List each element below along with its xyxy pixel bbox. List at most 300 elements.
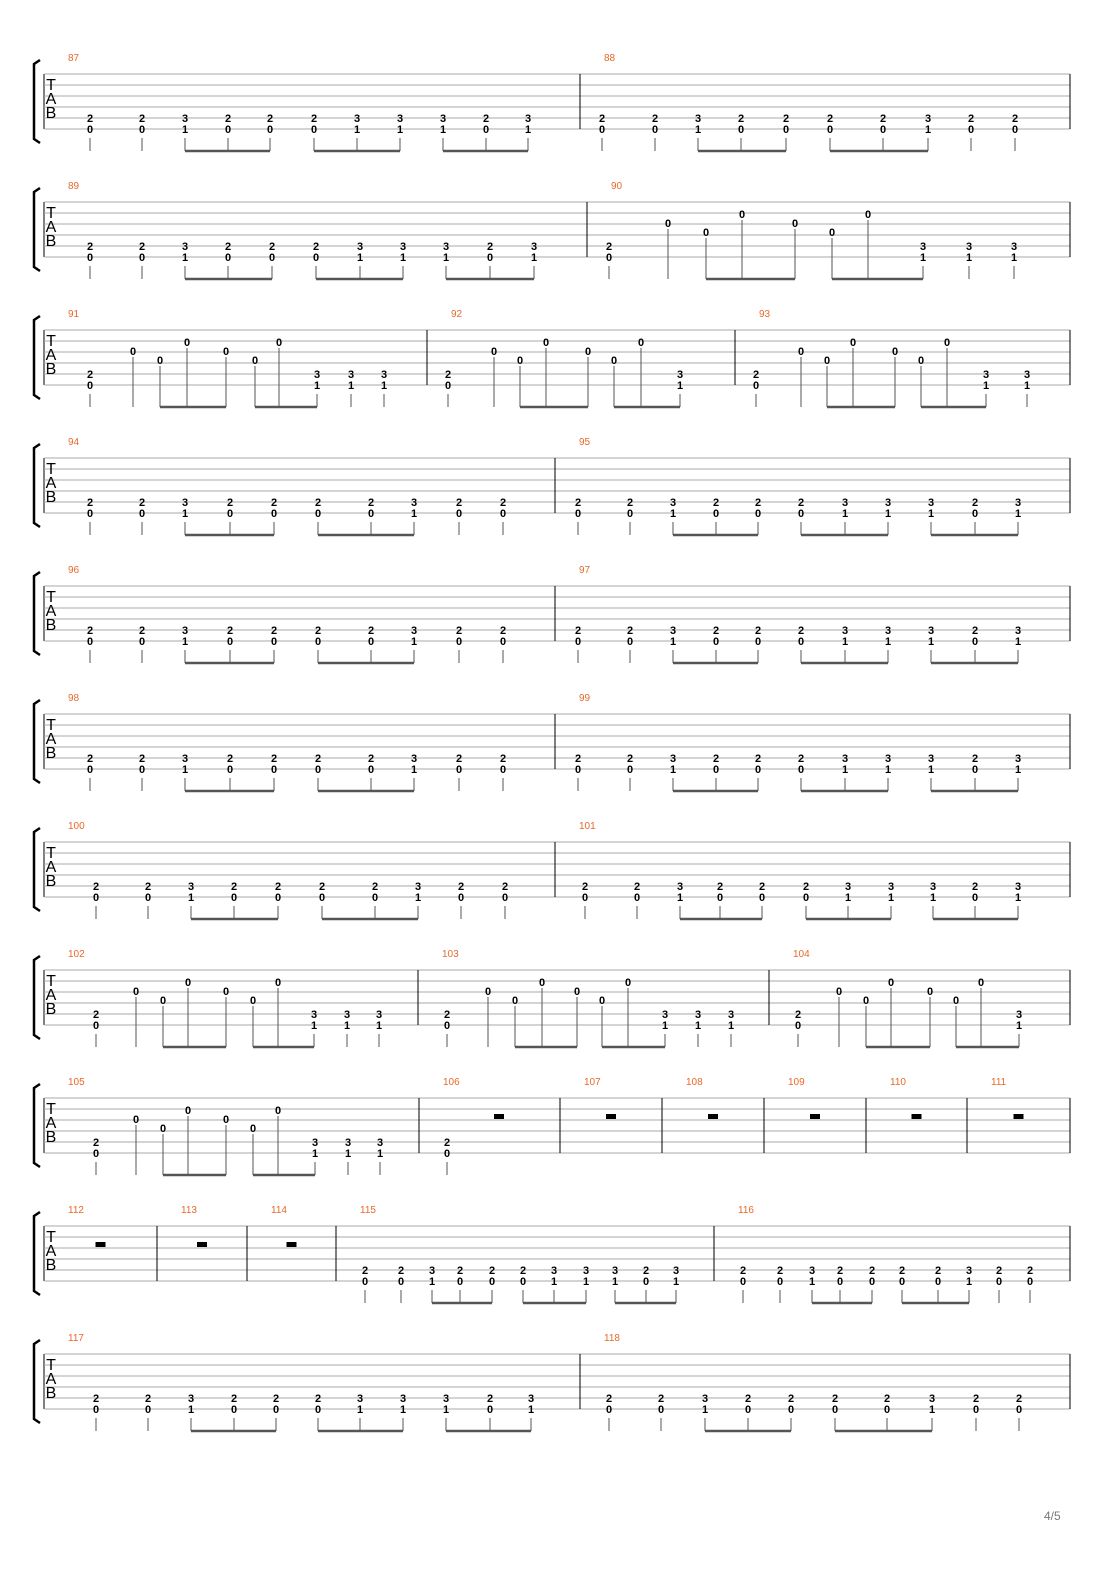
fret-number: 2 xyxy=(1026,1265,1034,1277)
whole-rest xyxy=(494,1114,504,1119)
fret-number: 1 xyxy=(313,380,321,392)
fret-number: 1 xyxy=(1015,1020,1023,1032)
fret-number: 2 xyxy=(86,497,94,509)
tab-system xyxy=(34,181,1070,279)
fret-number: 2 xyxy=(443,1137,451,1149)
measure-number: 93 xyxy=(759,309,771,320)
fret-number: 1 xyxy=(1014,508,1022,520)
fret-number: 2 xyxy=(367,497,375,509)
fret-number: 2 xyxy=(971,753,979,765)
fret-number: 3 xyxy=(1014,881,1022,893)
fret-number: 0 xyxy=(797,346,805,358)
fret-number: 0 xyxy=(444,380,452,392)
fret-number: 3 xyxy=(347,369,355,381)
fret-number: 0 xyxy=(879,124,887,136)
fret-number: 0 xyxy=(887,977,895,989)
fret-number: 3 xyxy=(375,1009,383,1021)
fret-number: 2 xyxy=(1011,113,1019,125)
fret-number: 3 xyxy=(550,1265,558,1277)
fret-number: 0 xyxy=(274,977,282,989)
fret-number: 2 xyxy=(501,881,509,893)
whole-rest xyxy=(708,1114,718,1119)
fret-number: 1 xyxy=(181,124,189,136)
fret-number: 0 xyxy=(797,764,805,776)
measure-101 xyxy=(579,821,1021,919)
measure-number: 118 xyxy=(604,1333,620,1344)
fret-number: 2 xyxy=(826,113,834,125)
fret-number: 1 xyxy=(919,252,927,264)
fret-number: 0 xyxy=(486,1404,494,1416)
measure-95 xyxy=(575,437,1021,535)
fret-number: 0 xyxy=(144,1404,152,1416)
fret-number: 2 xyxy=(397,1265,405,1277)
fret-number: 0 xyxy=(862,995,870,1007)
fret-number: 1 xyxy=(399,252,407,264)
fret-number: 0 xyxy=(754,508,762,520)
fret-number: 0 xyxy=(605,1404,613,1416)
fret-number: 2 xyxy=(272,1393,280,1405)
tab-clef-letter: A xyxy=(45,603,57,620)
fret-number: 3 xyxy=(1014,625,1022,637)
fret-number: 3 xyxy=(380,369,388,381)
tab-system xyxy=(34,1333,1070,1431)
tab-clef-letter: A xyxy=(45,219,57,236)
fret-number: 0 xyxy=(367,508,375,520)
fret-number: 0 xyxy=(791,218,799,230)
fret-number: 1 xyxy=(524,124,532,136)
tab-clef-letter: B xyxy=(45,1257,57,1274)
fret-number: 0 xyxy=(129,346,137,358)
fret-number: 0 xyxy=(538,977,546,989)
tab-system xyxy=(34,53,1070,151)
fret-number: 3 xyxy=(187,1393,195,1405)
tab-clef-letter: T xyxy=(46,333,56,350)
fret-number: 0 xyxy=(226,636,234,648)
fret-number: 0 xyxy=(598,124,606,136)
fret-number: 2 xyxy=(456,1265,464,1277)
fret-number: 3 xyxy=(356,241,364,253)
fret-number: 3 xyxy=(414,881,422,893)
fret-number: 0 xyxy=(573,986,581,998)
fret-number: 2 xyxy=(831,1393,839,1405)
fret-number: 0 xyxy=(891,346,899,358)
fret-number: 0 xyxy=(92,892,100,904)
fret-number: 0 xyxy=(626,764,634,776)
tab-clef-letter: T xyxy=(46,717,56,734)
fret-number: 0 xyxy=(802,892,810,904)
measure-number: 88 xyxy=(604,53,616,64)
fret-number: 0 xyxy=(712,764,720,776)
fret-number: 2 xyxy=(144,881,152,893)
fret-number: 1 xyxy=(399,1404,407,1416)
fret-number: 3 xyxy=(376,1137,384,1149)
fret-number: 0 xyxy=(266,124,274,136)
fret-number: 0 xyxy=(712,636,720,648)
fret-number: 2 xyxy=(712,753,720,765)
fret-number: 1 xyxy=(927,764,935,776)
fret-number: 1 xyxy=(582,1276,590,1288)
fret-number: 1 xyxy=(181,252,189,264)
fret-number: 1 xyxy=(841,764,849,776)
fret-number: 0 xyxy=(610,355,618,367)
fret-number: 0 xyxy=(752,380,760,392)
fret-number: 0 xyxy=(633,892,641,904)
fret-number: 0 xyxy=(574,764,582,776)
fret-number: 1 xyxy=(884,764,892,776)
tab-clef-letter: B xyxy=(45,105,57,122)
fret-number: 2 xyxy=(754,753,762,765)
fret-number: 2 xyxy=(226,497,234,509)
fret-number: 0 xyxy=(995,1276,1003,1288)
measure-99 xyxy=(575,693,1021,791)
fret-number: 0 xyxy=(272,1404,280,1416)
fret-number: 2 xyxy=(224,241,232,253)
fret-number: 3 xyxy=(353,113,361,125)
fret-number: 3 xyxy=(181,241,189,253)
fret-number: 1 xyxy=(884,636,892,648)
fret-number: 1 xyxy=(965,1276,973,1288)
fret-number: 2 xyxy=(995,1265,1003,1277)
fret-number: 1 xyxy=(380,380,388,392)
fret-number: 0 xyxy=(971,764,979,776)
fret-number: 1 xyxy=(181,508,189,520)
fret-number: 2 xyxy=(712,497,720,509)
fret-number: 3 xyxy=(310,1009,318,1021)
fret-number: 0 xyxy=(823,355,831,367)
fret-number: 0 xyxy=(314,508,322,520)
fret-number: 1 xyxy=(187,892,195,904)
fret-number: 2 xyxy=(318,881,326,893)
fret-number: 3 xyxy=(356,1393,364,1405)
measure-number: 96 xyxy=(68,565,80,576)
fret-number: 0 xyxy=(183,337,191,349)
tab-clef-letter: T xyxy=(46,1229,56,1246)
fret-number: 1 xyxy=(694,1020,702,1032)
fret-number: 1 xyxy=(676,380,684,392)
measure-94 xyxy=(68,437,506,535)
fret-number: 2 xyxy=(716,881,724,893)
fret-number: 0 xyxy=(270,636,278,648)
fret-number: 0 xyxy=(86,764,94,776)
whole-rest xyxy=(606,1114,616,1119)
fret-number: 2 xyxy=(367,625,375,637)
fret-number: 3 xyxy=(1023,369,1031,381)
fret-number: 0 xyxy=(574,636,582,648)
fret-number: 0 xyxy=(361,1276,369,1288)
fret-number: 1 xyxy=(442,252,450,264)
fret-number: 0 xyxy=(230,1404,238,1416)
system-bracket xyxy=(34,1340,40,1423)
fret-number: 2 xyxy=(626,497,634,509)
fret-number: 1 xyxy=(1014,892,1022,904)
fret-number: 0 xyxy=(971,892,979,904)
fret-number: 3 xyxy=(965,241,973,253)
fret-number: 0 xyxy=(86,124,94,136)
tab-clef-letter: A xyxy=(45,859,57,876)
fret-number: 2 xyxy=(92,1009,100,1021)
fret-number: 0 xyxy=(270,508,278,520)
fret-number: 3 xyxy=(672,1265,680,1277)
fret-number: 2 xyxy=(868,1265,876,1277)
measure-number: 92 xyxy=(451,309,463,320)
fret-number: 0 xyxy=(868,1276,876,1288)
fret-number: 0 xyxy=(371,892,379,904)
fret-number: 0 xyxy=(651,124,659,136)
fret-number: 0 xyxy=(831,1404,839,1416)
fret-number: 0 xyxy=(92,1404,100,1416)
fret-number: 0 xyxy=(499,508,507,520)
fret-number: 0 xyxy=(967,124,975,136)
fret-number: 2 xyxy=(138,753,146,765)
measure-number: 103 xyxy=(442,949,459,960)
tab-clef-letter: T xyxy=(46,1357,56,1374)
tab-clef-letter: B xyxy=(45,489,57,506)
tab-clef-letter: B xyxy=(45,1001,57,1018)
fret-number: 0 xyxy=(132,986,140,998)
tab-clef-letter: T xyxy=(46,1101,56,1118)
fret-number: 1 xyxy=(965,252,973,264)
tab-clef-letter: A xyxy=(45,1243,57,1260)
tab-system xyxy=(34,1205,1070,1303)
fret-number: 2 xyxy=(712,625,720,637)
fret-number: 0 xyxy=(794,1020,802,1032)
fret-number: 0 xyxy=(542,337,550,349)
fret-number: 3 xyxy=(442,241,450,253)
fret-number: 2 xyxy=(971,881,979,893)
fret-number: 0 xyxy=(883,1404,891,1416)
fret-number: 2 xyxy=(836,1265,844,1277)
fret-number: 2 xyxy=(457,881,465,893)
measure-number: 97 xyxy=(579,565,591,576)
fret-number: 0 xyxy=(310,124,318,136)
tab-clef-letter: B xyxy=(45,617,57,634)
whole-rest xyxy=(197,1242,207,1247)
fret-number: 3 xyxy=(841,497,849,509)
fret-number: 2 xyxy=(226,625,234,637)
fret-number: 0 xyxy=(744,1404,752,1416)
measure-number: 108 xyxy=(686,1077,703,1088)
fret-number: 2 xyxy=(787,1393,795,1405)
fret-number: 2 xyxy=(971,497,979,509)
fret-number: 3 xyxy=(841,625,849,637)
fret-number: 0 xyxy=(626,508,634,520)
fret-number: 0 xyxy=(739,1276,747,1288)
fret-number: 1 xyxy=(347,380,355,392)
tab-system xyxy=(34,309,1070,407)
fret-number: 3 xyxy=(887,881,895,893)
fret-number: 2 xyxy=(455,625,463,637)
fret-number: 0 xyxy=(758,892,766,904)
fret-number: 2 xyxy=(776,1265,784,1277)
fret-number: 1 xyxy=(396,124,404,136)
fret-number: 2 xyxy=(744,1393,752,1405)
fret-number: 2 xyxy=(499,625,507,637)
fret-number: 0 xyxy=(926,986,934,998)
measure-92 xyxy=(445,309,683,407)
system-bracket xyxy=(34,188,40,271)
fret-number: 2 xyxy=(268,241,276,253)
system-bracket xyxy=(34,316,40,399)
fret-number: 0 xyxy=(132,1114,140,1126)
fret-number: 0 xyxy=(488,1276,496,1288)
fret-number: 3 xyxy=(669,625,677,637)
fret-number: 2 xyxy=(314,497,322,509)
fret-number: 3 xyxy=(694,1009,702,1021)
fret-number: 0 xyxy=(367,636,375,648)
fret-number: 3 xyxy=(669,753,677,765)
measure-90 xyxy=(606,181,1017,279)
fret-number: 3 xyxy=(1014,753,1022,765)
tab-clef-letter: A xyxy=(45,987,57,1004)
fret-number: 0 xyxy=(138,252,146,264)
fret-number: 2 xyxy=(486,1393,494,1405)
fret-number: 2 xyxy=(605,1393,613,1405)
fret-number: 2 xyxy=(574,497,582,509)
fret-number: 3 xyxy=(927,497,935,509)
fret-number: 2 xyxy=(138,113,146,125)
fret-number: 3 xyxy=(399,1393,407,1405)
fret-number: 2 xyxy=(310,113,318,125)
fret-number: 0 xyxy=(499,764,507,776)
fret-number: 0 xyxy=(314,636,322,648)
fret-number: 0 xyxy=(501,892,509,904)
fret-number: 2 xyxy=(86,113,94,125)
fret-number: 3 xyxy=(929,881,937,893)
fret-number: 0 xyxy=(222,346,230,358)
fret-number: 0 xyxy=(797,636,805,648)
fret-number: 1 xyxy=(1014,636,1022,648)
fret-number: 1 xyxy=(672,1276,680,1288)
fret-number: 0 xyxy=(943,337,951,349)
fret-number: 1 xyxy=(343,1020,351,1032)
fret-number: 0 xyxy=(443,1020,451,1032)
fret-number: 0 xyxy=(519,1276,527,1288)
fret-number: 2 xyxy=(314,753,322,765)
fret-number: 0 xyxy=(605,252,613,264)
fret-number: 3 xyxy=(727,1009,735,1021)
measure-97 xyxy=(575,565,1021,663)
fret-number: 1 xyxy=(676,892,684,904)
measure-number: 115 xyxy=(360,1205,376,1216)
fret-number: 2 xyxy=(967,113,975,125)
fret-number: 0 xyxy=(972,1404,980,1416)
fret-number: 2 xyxy=(224,113,232,125)
fret-number: 1 xyxy=(414,892,422,904)
tab-clef-letter: A xyxy=(45,731,57,748)
fret-number: 3 xyxy=(924,113,932,125)
measure-number: 89 xyxy=(68,181,80,192)
fret-number: 0 xyxy=(457,892,465,904)
fret-number: 0 xyxy=(397,1276,405,1288)
measure-number: 107 xyxy=(584,1077,601,1088)
tab-system xyxy=(34,1077,1070,1175)
fret-number: 3 xyxy=(844,881,852,893)
fret-number: 3 xyxy=(442,1393,450,1405)
system-bracket xyxy=(34,444,40,527)
fret-number: 2 xyxy=(367,753,375,765)
fret-number: 1 xyxy=(375,1020,383,1032)
measure-88 xyxy=(599,53,1018,151)
fret-number: 3 xyxy=(884,625,892,637)
system-bracket xyxy=(34,956,40,1039)
fret-number: 0 xyxy=(516,355,524,367)
fret-number: 2 xyxy=(802,881,810,893)
fret-number: 1 xyxy=(1014,764,1022,776)
measure-number: 116 xyxy=(738,1205,754,1216)
fret-number: 0 xyxy=(754,636,762,648)
fret-number: 2 xyxy=(499,497,507,509)
tab-clef-letter: B xyxy=(45,745,57,762)
fret-number: 1 xyxy=(927,636,935,648)
fret-number: 3 xyxy=(676,369,684,381)
measure-number: 98 xyxy=(68,693,80,704)
fret-number: 3 xyxy=(410,625,418,637)
fret-number: 2 xyxy=(443,1009,451,1021)
fret-number: 0 xyxy=(138,124,146,136)
fret-number: 1 xyxy=(410,636,418,648)
fret-number: 3 xyxy=(808,1265,816,1277)
fret-number: 0 xyxy=(222,986,230,998)
fret-number: 3 xyxy=(399,241,407,253)
tab-clef-letter: T xyxy=(46,461,56,478)
measure-number: 99 xyxy=(579,693,591,704)
fret-number: 0 xyxy=(624,977,632,989)
fret-number: 3 xyxy=(311,1137,319,1149)
fret-number: 0 xyxy=(702,227,710,239)
fret-number: 0 xyxy=(581,892,589,904)
fret-number: 0 xyxy=(1015,1404,1023,1416)
system-bracket xyxy=(34,700,40,783)
fret-number: 3 xyxy=(344,1137,352,1149)
fret-number: 0 xyxy=(249,995,257,1007)
system-bracket xyxy=(34,572,40,655)
fret-number: 0 xyxy=(230,892,238,904)
fret-number: 2 xyxy=(797,497,805,509)
fret-number: 2 xyxy=(144,1393,152,1405)
fret-number: 2 xyxy=(444,369,452,381)
fret-number: 0 xyxy=(898,1276,906,1288)
fret-number: 3 xyxy=(181,113,189,125)
fret-number: 2 xyxy=(758,881,766,893)
fret-number: 2 xyxy=(312,241,320,253)
fret-number: 2 xyxy=(971,625,979,637)
tab-system xyxy=(34,821,1070,919)
system-bracket xyxy=(34,828,40,911)
measure-115 xyxy=(360,1205,679,1303)
fret-number: 3 xyxy=(582,1265,590,1277)
fret-number: 2 xyxy=(898,1265,906,1277)
tab-clef-letter: B xyxy=(45,233,57,250)
fret-number: 1 xyxy=(669,508,677,520)
tab-clef-letter: T xyxy=(46,77,56,94)
fret-number: 2 xyxy=(581,881,589,893)
fret-number: 3 xyxy=(669,497,677,509)
fret-number: 1 xyxy=(669,636,677,648)
fret-number: 1 xyxy=(928,1404,936,1416)
fret-number: 2 xyxy=(270,625,278,637)
fret-number: 2 xyxy=(270,497,278,509)
fret-number: 0 xyxy=(484,986,492,998)
fret-number: 0 xyxy=(314,764,322,776)
fret-number: 1 xyxy=(181,636,189,648)
fret-number: 2 xyxy=(92,1137,100,1149)
fret-number: 0 xyxy=(455,508,463,520)
tab-system xyxy=(34,437,1070,535)
fret-number: 0 xyxy=(314,1404,322,1416)
fret-number: 3 xyxy=(181,625,189,637)
fret-number: 2 xyxy=(314,625,322,637)
fret-number: 2 xyxy=(754,497,762,509)
